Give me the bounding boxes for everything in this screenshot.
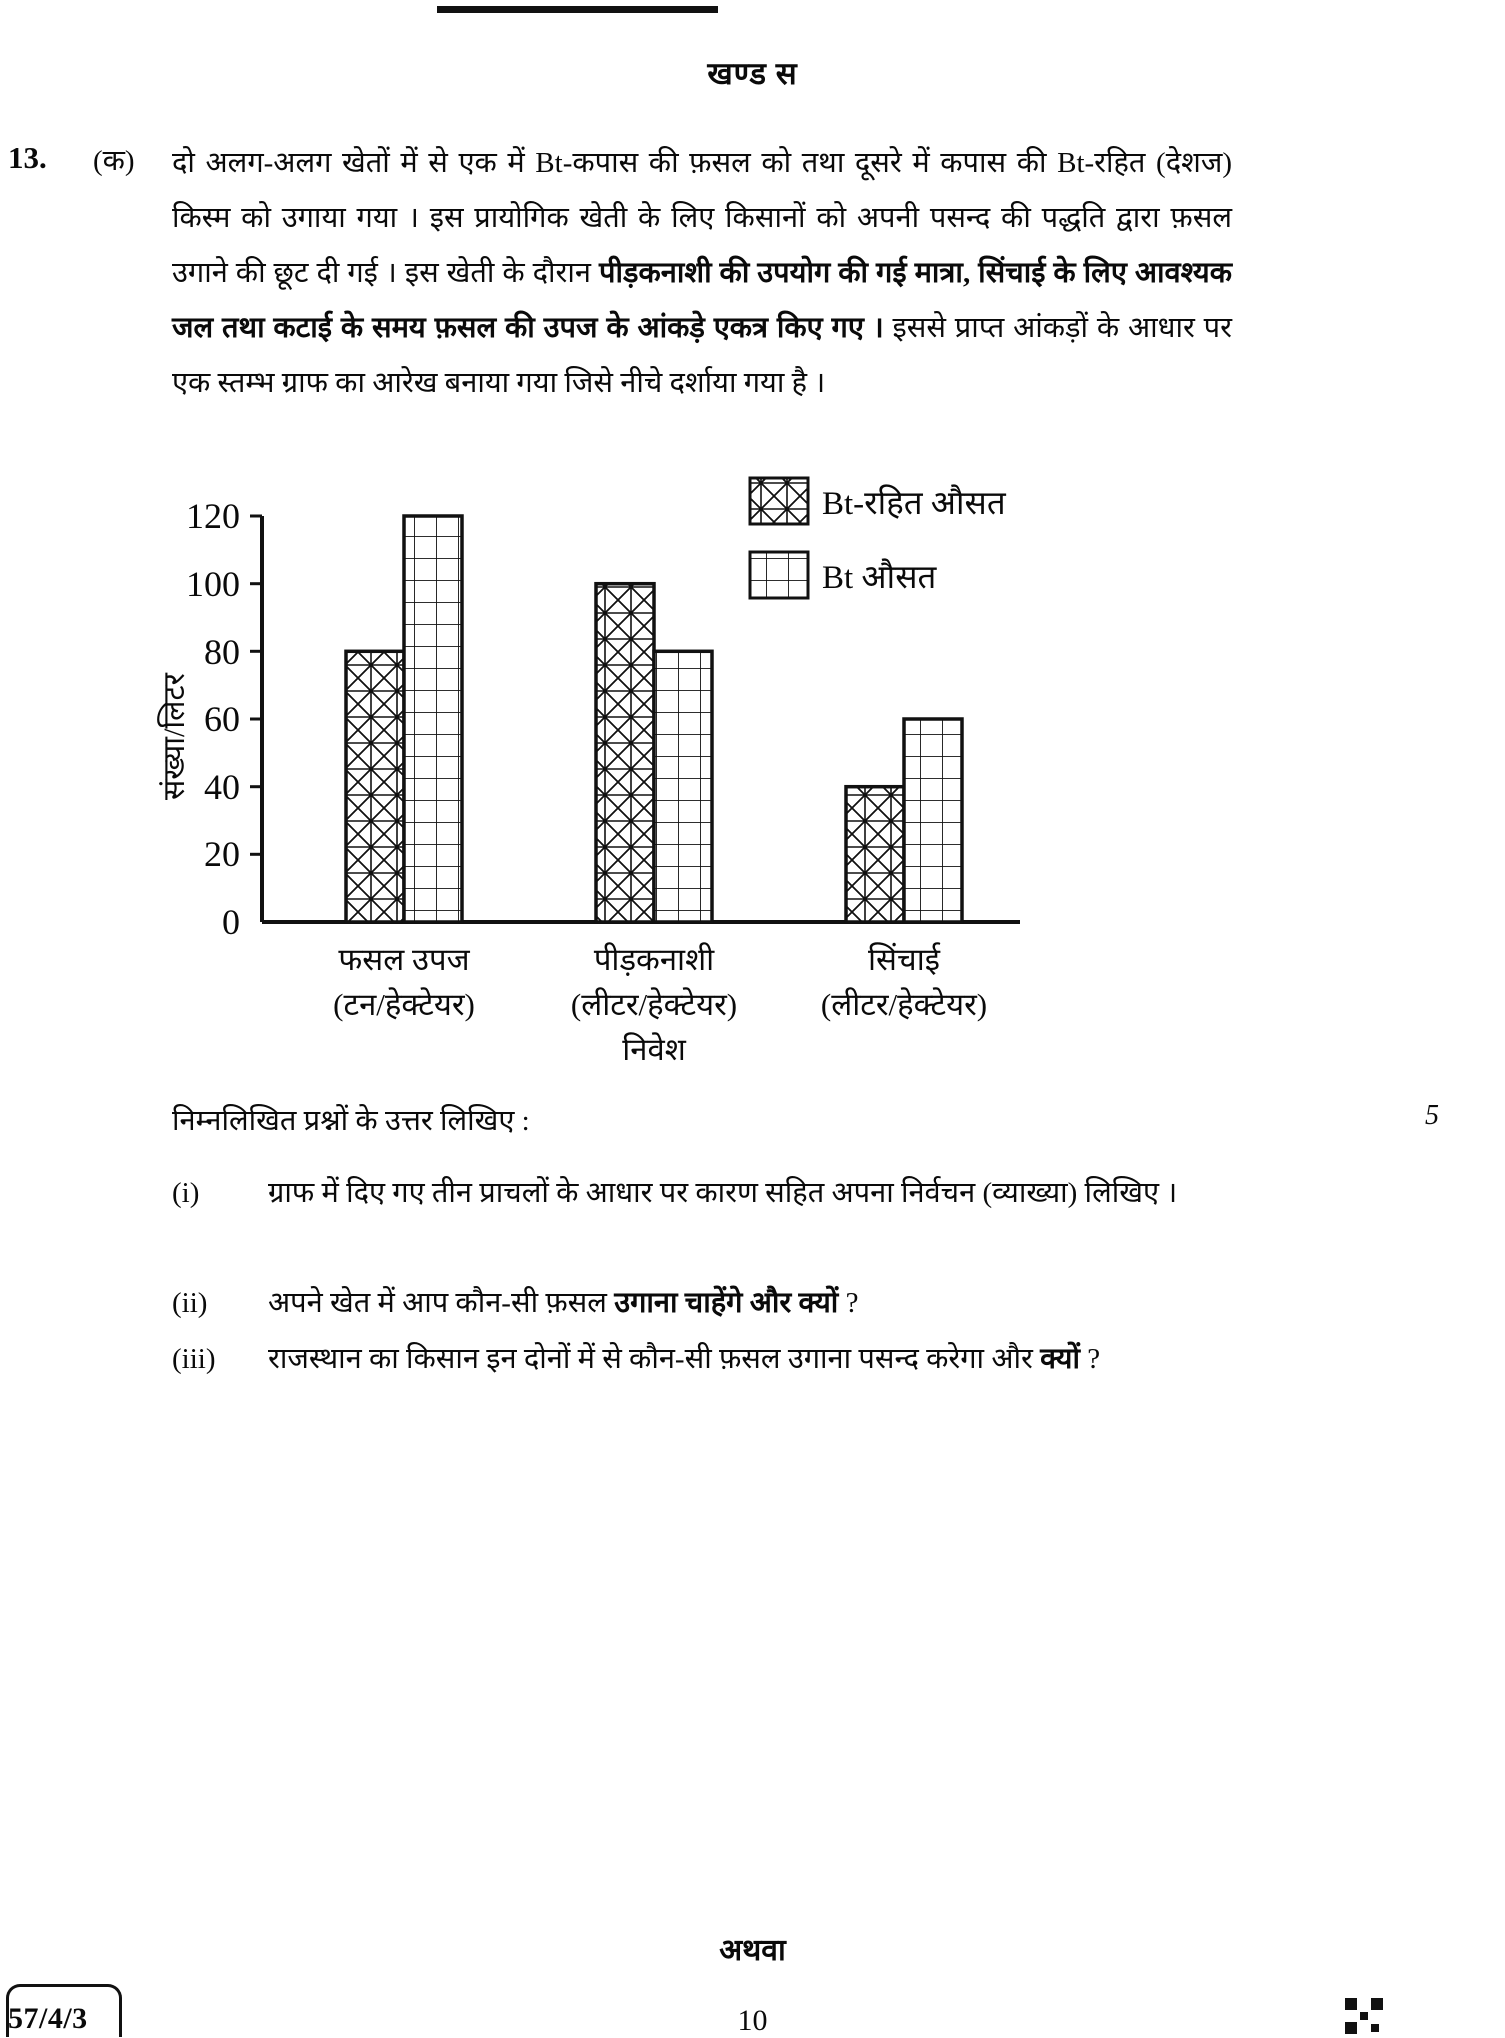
legend-swatch-bt-rahit [750,478,808,524]
x-label-pesticide-unit: (लीटर/हेक्टेयर) [570,987,738,1022]
legend-label-bt-rahit: Bt-रहित औसत [822,486,1006,522]
y-tick-60: 60 [204,699,240,739]
y-tick-40: 40 [204,767,240,807]
bar-group-crop-yield [346,516,462,922]
bar-pesticide-bt-rahit [596,584,654,922]
top-rule-divider [437,6,718,13]
sub-question-ii-text: अपने खेत में आप कौन-सी फ़सल उगाना चाहेंगे और क्यों ? [268,1287,859,1319]
qr-code-icon [1345,1998,1383,2034]
y-axis-ticks [186,496,262,942]
sub-question-i-text: ग्राफ में दिए गए तीन प्राचलों के आधार पर कारण सहित अपना निर्वचन (व्याख्या) लिखिए । [268,1177,1178,1209]
bar-crop-yield-bt-rahit [346,651,404,922]
y-tick-0: 0 [222,902,240,942]
bar-irrigation-bt-rahit [846,787,904,922]
legend-swatch-bt [750,552,808,598]
question-passage: दो अलग-अलग खेतों में से एक में Bt-कपास की फ़सल को तथा दूसरे में कपास की Bt-रहित (देशज) किस्म को उगाया गया । इस प्रायोगिक खेती के लिए किसानों को अपनी पसन्द की पद्धति द्वारा फ़सल उगाने की छूट दी गई । इस खेती के दौरान पीड़कनाशी की उपयोग की गई मात्रा, सिंचाई के लिए आवश्यक जल तथा कटाई के समय फ़सल की उपज के आंकड़े एकत्र किए गए । इससे प्राप्त आंकड़ों के आधार पर एक स्तम्भ ग्राफ का आरेख बनाया गया जिसे नीचे दर्शाया गया है । [172,147,1233,399]
x-label-crop-yield-unit: (टन/हेक्टेयर) [333,987,475,1022]
question-part-label: (क) [93,145,135,177]
paper-code: 57/4/3 [8,2002,88,2035]
bar-group-pesticide [596,584,712,922]
bar-chart [150,470,1330,1070]
x-axis-title: निवेश [622,1032,686,1067]
sub-question-iii-number: (iii) [172,1343,216,1375]
y-axis-label: संख्या/लिटर [158,673,191,800]
x-label-pesticide-name: पीड़कनाशी [593,942,715,977]
bar-group-irrigation [846,719,962,922]
bar-crop-yield-bt [404,516,462,922]
x-axis-labels [333,942,987,1067]
answer-instruction: निम्नलिखित प्रश्नों के उत्तर लिखिए : [172,1105,530,1137]
x-label-irrigation-unit: (लीटर/हेक्टेयर) [820,987,988,1022]
alternative-label: अथवा [719,1934,786,1967]
legend-label-bt: Bt औसत [822,560,937,596]
sub-question-ii-number: (ii) [172,1287,208,1319]
bar-irrigation-bt [904,719,962,922]
x-label-irrigation-name: सिंचाई [868,942,940,977]
question-number: 13. [8,140,47,175]
chart-legend [750,478,1007,598]
page-number: 10 [737,2004,768,2037]
section-heading: खण्ड स [707,56,798,91]
bar-pesticide-bt [654,651,712,922]
x-label-crop-yield-name: फसल उपज [338,942,470,977]
y-tick-20: 20 [204,834,240,874]
bar-chart-svg [150,470,1330,1070]
marks-value: 5 [1425,1100,1439,1131]
y-tick-80: 80 [204,632,240,672]
y-tick-100: 100 [186,564,240,604]
sub-question-i-number: (i) [172,1177,200,1209]
sub-question-iii-text: राजस्थान का किसान इन दोनों में से कौन-सी फ़सल उगाना पसन्द करेगा और क्यों ? [268,1343,1101,1375]
y-tick-120: 120 [186,496,240,536]
